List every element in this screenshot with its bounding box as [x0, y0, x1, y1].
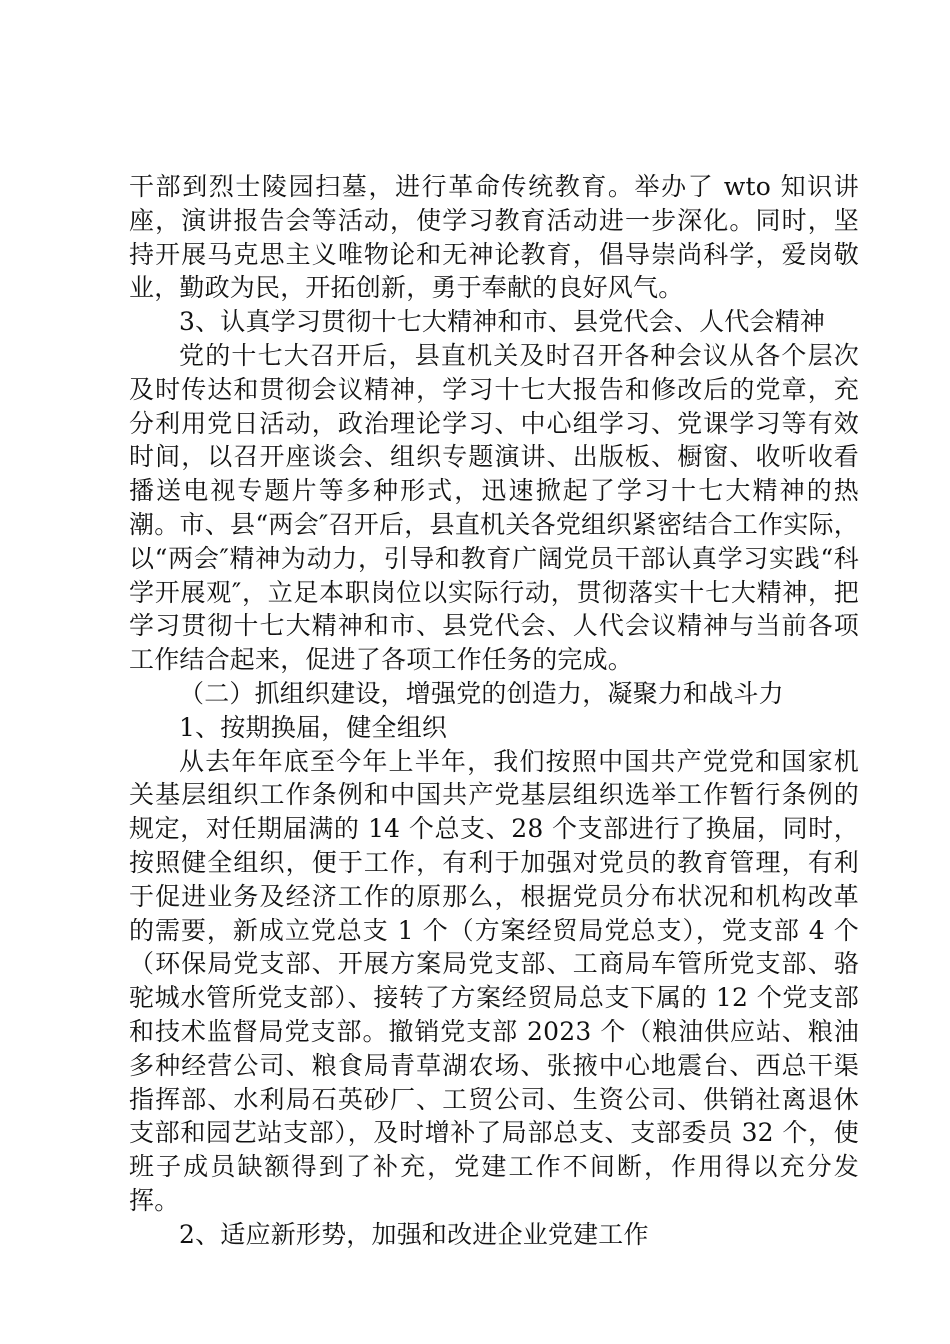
heading-study-19th-congress: 3、认真学习贯彻十七大精神和市、县党代会、人代会精神 — [179, 307, 826, 337]
paragraph-congress-study: 党的十七大召开后，县直机关及时召开各种会议从各个层次及时传达和贯彻会议精神，学习十七大报告和修改后的党章，充分利用党日活动，政治理论学习、中心组学习、党课学习等有效时间，以召开座谈会、组织专题演讲、出版板、橱窗、收听收看播送电视专题片等多种形式，迅速掀起了学习十七大精神的热潮。市、县“两会″召开后，县直机关各党组织紧密结合工作实际，以“两会″精神为动力，引导和教育广阔党员干部认真学习实践“科学开展观″，立足本职岗位以实际行动，贯彻落实十七大精神，把学习贯彻十七大精神和市、县党代会、人代会议精神与当前各项工作结合起来，促进了各项工作任务的完成。 — [129, 340, 859, 675]
heading-reelection: 1、按期换届，健全组织 — [179, 712, 448, 742]
heading-organization-building: （二）抓组织建设，增强党的创造力，凝聚力和战斗力 — [179, 678, 784, 708]
paragraph-education-activities: 干部到烈士陵园扫墓，进行革命传统教育。举办了 wto 知识讲座，演讲报告会等活动，使学习教育活动进一步深化。同时，坚持开展马克思主义唯物论和无神论教育，倡导崇尚科学，爱岗敬业，勤政为民，开拓创新，勇于奉献的良好风气。 — [129, 172, 859, 303]
paragraph-reelection-details: 从去年年底至今年上半年，我们按照中国共产党党和国家机关基层组织工作条例和中国共产党基层组织选举工作暂行条例的规定，对任期届满的 14 个总支、28 个支部进行了换届，同时，按照健全组织，便于工作，有利于加强对党员的教育管理，有利于促进业务及经济工作的原那么，根据党员分布状况和机构改革的需要，新成立党总支 1 个（方案经贸局党总支），党支部 4 个（环保局党支部、开展方案局党支部、工商局车管所党支部、骆驼城水管所党支部）、接转了方案经贸局总支下属的 12 个党支部和技术监督局党支部。撤销党支部 2023 个（粮油供应站、粮油多种经营公司、粮食局青草湖农场、张掖中心地震台、西总干渠指挥部、水利局石英砂厂、工贸公司、生资公司、供销社离退休支部和园艺站支部），及时增补了局部总支、支部委员 32 个，使班子成员缺额得到了补充，党建工作不间断，作用得以充分发挥。 — [129, 746, 859, 1215]
document-body — [129, 170, 859, 1252]
heading-enterprise-party-building: 2、适应新形势，加强和改进企业党建工作 — [179, 1219, 649, 1249]
